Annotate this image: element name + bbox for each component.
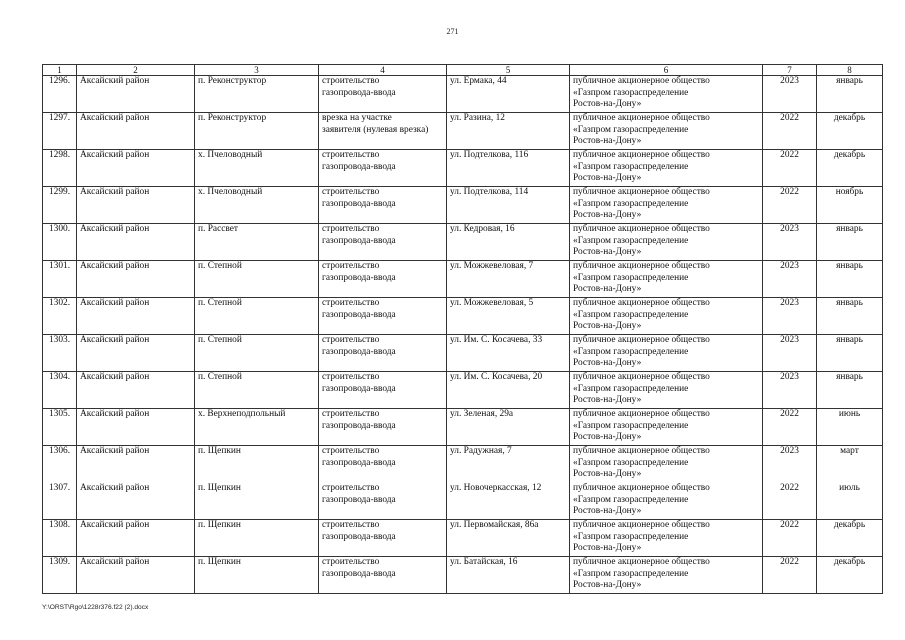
organization-line: Ростов-на-Дону» bbox=[573, 358, 642, 368]
row-number-cell: 1303. bbox=[43, 335, 77, 372]
organization-line: Ростов-на-Дону» bbox=[573, 506, 642, 516]
table-body bbox=[43, 76, 883, 594]
work-type-cell bbox=[319, 224, 447, 261]
address-cell: ул. Им. С. Косачева, 20 bbox=[447, 372, 570, 409]
work-type-line: газопровода-ввода bbox=[322, 198, 396, 209]
address-cell: ул. Разина, 12 bbox=[447, 113, 570, 150]
address-cell: ул. Можжевеловая, 5 bbox=[447, 298, 570, 335]
organization-cell bbox=[570, 520, 763, 557]
organization-line: Ростов-на-Дону» bbox=[573, 210, 642, 220]
column-header: 4 bbox=[319, 65, 447, 76]
organization-line: Ростов-на-Дону» bbox=[573, 173, 642, 183]
work-type-cell bbox=[319, 335, 447, 372]
table-row bbox=[43, 520, 883, 557]
address-cell: ул. Можжевеловая, 7 bbox=[447, 261, 570, 298]
work-type-line: газопровода-ввода bbox=[322, 235, 396, 246]
page-number: 271 bbox=[446, 27, 459, 36]
work-type-line: газопровода-ввода bbox=[322, 494, 396, 505]
locality-cell: п. Щепкин bbox=[195, 446, 319, 483]
organization-cell bbox=[570, 557, 763, 594]
organization-line: Ростов-на-Дону» bbox=[573, 247, 642, 257]
organization-cell bbox=[570, 409, 763, 446]
row-number-cell: 1301. bbox=[43, 261, 77, 298]
organization-line: «Газпром газораспределение bbox=[573, 309, 689, 320]
month-cell: декабрь bbox=[817, 113, 883, 150]
work-type-line: газопровода-ввода bbox=[322, 383, 396, 394]
month-cell: март bbox=[817, 446, 883, 483]
month-cell: декабрь bbox=[817, 557, 883, 594]
work-type-cell bbox=[319, 76, 447, 113]
table-row bbox=[43, 483, 883, 520]
column-header: 6 bbox=[570, 65, 763, 76]
district-cell: Аксайский район bbox=[77, 150, 195, 187]
address-cell: ул. Батайская, 16 bbox=[447, 557, 570, 594]
organization-line: публичное акционерное общество bbox=[573, 372, 710, 382]
work-type-line: строительство bbox=[322, 483, 380, 493]
address-cell: ул. Первомайская, 86а bbox=[447, 520, 570, 557]
work-type-cell bbox=[319, 483, 447, 520]
district-cell: Аксайский район bbox=[77, 335, 195, 372]
district-cell: Аксайский район bbox=[77, 483, 195, 520]
column-header: 7 bbox=[763, 65, 817, 76]
column-header: 5 bbox=[447, 65, 570, 76]
work-type-line: строительство bbox=[322, 224, 380, 234]
table-row bbox=[43, 557, 883, 594]
organization-line: Ростов-на-Дону» bbox=[573, 284, 642, 294]
table-row bbox=[43, 76, 883, 113]
year-cell: 2022 bbox=[763, 483, 817, 520]
work-type-line: газопровода-ввода bbox=[322, 346, 396, 357]
organization-line: Ростов-на-Дону» bbox=[573, 543, 642, 553]
district-cell: Аксайский район bbox=[77, 372, 195, 409]
district-cell: Аксайский район bbox=[77, 557, 195, 594]
row-number-cell: 1309. bbox=[43, 557, 77, 594]
year-cell: 2022 bbox=[763, 150, 817, 187]
work-type-line: строительство bbox=[322, 557, 380, 567]
organization-cell bbox=[570, 187, 763, 224]
table-row bbox=[43, 298, 883, 335]
address-cell: ул. Им. С. Косачева, 33 bbox=[447, 335, 570, 372]
locality-cell: п. Щепкин bbox=[195, 557, 319, 594]
column-header: 3 bbox=[195, 65, 319, 76]
month-cell: январь bbox=[817, 76, 883, 113]
organization-cell bbox=[570, 150, 763, 187]
year-cell: 2023 bbox=[763, 76, 817, 113]
year-cell: 2022 bbox=[763, 557, 817, 594]
locality-cell: п. Реконструктор bbox=[195, 76, 319, 113]
table-row bbox=[43, 150, 883, 187]
district-cell: Аксайский район bbox=[77, 113, 195, 150]
locality-cell: п. Щепкин bbox=[195, 483, 319, 520]
month-cell: январь bbox=[817, 224, 883, 261]
work-type-line: врезка на участке bbox=[322, 113, 392, 123]
district-cell: Аксайский район bbox=[77, 520, 195, 557]
table-row bbox=[43, 409, 883, 446]
row-number-cell: 1297. bbox=[43, 113, 77, 150]
row-number-cell: 1306. bbox=[43, 446, 77, 483]
month-cell: январь bbox=[817, 335, 883, 372]
table-row bbox=[43, 187, 883, 224]
footer-file-path: Y:\ORST\Rgo\1228r376.f22 (2).docx bbox=[42, 604, 149, 611]
work-type-line: строительство bbox=[322, 298, 380, 308]
organization-line: публичное акционерное общество bbox=[573, 261, 710, 271]
locality-cell: п. Степной bbox=[195, 335, 319, 372]
locality-cell: п. Щепкин bbox=[195, 520, 319, 557]
organization-cell bbox=[570, 76, 763, 113]
work-type-cell bbox=[319, 187, 447, 224]
organization-line: публичное акционерное общество bbox=[573, 446, 710, 456]
organization-line: «Газпром газораспределение bbox=[573, 124, 689, 135]
locality-cell: х. Пчеловодный bbox=[195, 150, 319, 187]
work-type-cell bbox=[319, 150, 447, 187]
organization-cell bbox=[570, 372, 763, 409]
district-cell: Аксайский район bbox=[77, 76, 195, 113]
organization-cell bbox=[570, 113, 763, 150]
work-type-line: газопровода-ввода bbox=[322, 531, 396, 542]
locality-cell: х. Пчеловодный bbox=[195, 187, 319, 224]
table-row bbox=[43, 446, 883, 483]
address-cell: ул. Радужная, 7 bbox=[447, 446, 570, 483]
locality-cell: п. Реконструктор bbox=[195, 113, 319, 150]
work-type-line: строительство bbox=[322, 187, 380, 197]
year-cell: 2023 bbox=[763, 372, 817, 409]
month-cell: ноябрь bbox=[817, 187, 883, 224]
document-table bbox=[42, 64, 883, 594]
organization-line: публичное акционерное общество bbox=[573, 298, 710, 308]
table-row bbox=[43, 335, 883, 372]
work-type-line: строительство bbox=[322, 409, 380, 419]
organization-line: публичное акционерное общество bbox=[573, 224, 710, 234]
row-number-cell: 1300. bbox=[43, 224, 77, 261]
work-type-cell bbox=[319, 446, 447, 483]
organization-line: «Газпром газораспределение bbox=[573, 346, 689, 357]
organization-line: «Газпром газораспределение bbox=[573, 161, 689, 172]
organization-line: публичное акционерное общество bbox=[573, 483, 710, 493]
row-number-cell: 1296. bbox=[43, 76, 77, 113]
organization-line: «Газпром газораспределение bbox=[573, 494, 689, 505]
work-type-line: строительство bbox=[322, 372, 380, 382]
row-number-cell: 1298. bbox=[43, 150, 77, 187]
locality-cell: п. Степной bbox=[195, 298, 319, 335]
organization-line: Ростов-на-Дону» bbox=[573, 469, 642, 479]
organization-line: публичное акционерное общество bbox=[573, 187, 710, 197]
work-type-line: газопровода-ввода bbox=[322, 161, 396, 172]
district-cell: Аксайский район bbox=[77, 446, 195, 483]
work-type-line: газопровода-ввода bbox=[322, 272, 396, 283]
work-type-line: газопровода-ввода bbox=[322, 457, 396, 468]
row-number-cell: 1302. bbox=[43, 298, 77, 335]
organization-cell bbox=[570, 483, 763, 520]
organization-line: «Газпром газораспределение bbox=[573, 87, 689, 98]
organization-line: публичное акционерное общество bbox=[573, 557, 710, 567]
work-type-line: заявителя (нулевая врезка) bbox=[322, 124, 429, 135]
district-cell: Аксайский район bbox=[77, 261, 195, 298]
organization-line: «Газпром газораспределение bbox=[573, 420, 689, 431]
district-cell: Аксайский район bbox=[77, 187, 195, 224]
work-type-cell bbox=[319, 298, 447, 335]
column-number-row bbox=[43, 65, 883, 76]
organization-cell bbox=[570, 298, 763, 335]
table-row bbox=[43, 113, 883, 150]
work-type-line: строительство bbox=[322, 150, 380, 160]
row-number-cell: 1304. bbox=[43, 372, 77, 409]
row-number-cell: 1299. bbox=[43, 187, 77, 224]
month-cell: декабрь bbox=[817, 520, 883, 557]
organization-line: Ростов-на-Дону» bbox=[573, 395, 642, 405]
address-cell: ул. Зеленая, 29а bbox=[447, 409, 570, 446]
work-type-line: газопровода-ввода bbox=[322, 87, 396, 98]
work-type-line: газопровода-ввода bbox=[322, 420, 396, 431]
locality-cell: п. Степной bbox=[195, 261, 319, 298]
year-cell: 2023 bbox=[763, 446, 817, 483]
organization-line: публичное акционерное общество bbox=[573, 76, 710, 86]
organization-line: «Газпром газораспределение bbox=[573, 457, 689, 468]
organization-line: Ростов-на-Дону» bbox=[573, 432, 642, 442]
organization-line: публичное акционерное общество bbox=[573, 113, 710, 123]
district-cell: Аксайский район bbox=[77, 409, 195, 446]
organization-cell bbox=[570, 446, 763, 483]
address-cell: ул. Подтелкова, 116 bbox=[447, 150, 570, 187]
address-cell: ул. Кедровая, 16 bbox=[447, 224, 570, 261]
year-cell: 2023 bbox=[763, 224, 817, 261]
organization-line: публичное акционерное общество bbox=[573, 335, 710, 345]
year-cell: 2022 bbox=[763, 187, 817, 224]
table-row bbox=[43, 261, 883, 298]
work-type-cell bbox=[319, 409, 447, 446]
work-type-line: строительство bbox=[322, 335, 380, 345]
organization-line: публичное акционерное общество bbox=[573, 409, 710, 419]
district-cell: Аксайский район bbox=[77, 224, 195, 261]
organization-line: Ростов-на-Дону» bbox=[573, 136, 642, 146]
work-type-cell bbox=[319, 520, 447, 557]
organization-line: «Газпром газораспределение bbox=[573, 568, 689, 579]
year-cell: 2022 bbox=[763, 520, 817, 557]
work-type-line: строительство bbox=[322, 520, 380, 530]
work-type-cell bbox=[319, 557, 447, 594]
month-cell: декабрь bbox=[817, 150, 883, 187]
work-type-line: строительство bbox=[322, 261, 380, 271]
organization-line: «Газпром газораспределение bbox=[573, 272, 689, 283]
organization-line: «Газпром газораспределение bbox=[573, 198, 689, 209]
organization-line: «Газпром газораспределение bbox=[573, 235, 689, 246]
organization-cell bbox=[570, 335, 763, 372]
address-cell: ул. Ермака, 44 bbox=[447, 76, 570, 113]
work-type-line: строительство bbox=[322, 446, 380, 456]
organization-line: «Газпром газораспределение bbox=[573, 383, 689, 394]
work-type-cell bbox=[319, 261, 447, 298]
work-type-line: строительство bbox=[322, 76, 380, 86]
organization-line: Ростов-на-Дону» bbox=[573, 580, 642, 590]
month-cell: январь bbox=[817, 261, 883, 298]
locality-cell: х. Верхнеподпольный bbox=[195, 409, 319, 446]
organization-line: «Газпром газораспределение bbox=[573, 531, 689, 542]
year-cell: 2022 bbox=[763, 409, 817, 446]
locality-cell: п. Рассвет bbox=[195, 224, 319, 261]
row-number-cell: 1307. bbox=[43, 483, 77, 520]
address-cell: ул. Подтелкова, 114 bbox=[447, 187, 570, 224]
table-row bbox=[43, 224, 883, 261]
organization-cell bbox=[570, 261, 763, 298]
organization-line: публичное акционерное общество bbox=[573, 520, 710, 530]
month-cell: июль bbox=[817, 483, 883, 520]
work-type-line: газопровода-ввода bbox=[322, 309, 396, 320]
month-cell: июнь bbox=[817, 409, 883, 446]
row-number-cell: 1308. bbox=[43, 520, 77, 557]
address-cell: ул. Новочеркасская, 12 bbox=[447, 483, 570, 520]
organization-line: Ростов-на-Дону» bbox=[573, 321, 642, 331]
column-header: 8 bbox=[817, 65, 883, 76]
year-cell: 2023 bbox=[763, 298, 817, 335]
work-type-cell bbox=[319, 113, 447, 150]
year-cell: 2023 bbox=[763, 335, 817, 372]
year-cell: 2023 bbox=[763, 261, 817, 298]
work-type-cell bbox=[319, 372, 447, 409]
month-cell: январь bbox=[817, 372, 883, 409]
column-header: 2 bbox=[77, 65, 195, 76]
column-header: 1 bbox=[43, 65, 77, 76]
district-cell: Аксайский район bbox=[77, 298, 195, 335]
organization-cell bbox=[570, 224, 763, 261]
month-cell: январь bbox=[817, 298, 883, 335]
table-row bbox=[43, 372, 883, 409]
locality-cell: п. Степной bbox=[195, 372, 319, 409]
organization-line: публичное акционерное общество bbox=[573, 150, 710, 160]
work-type-line: газопровода-ввода bbox=[322, 568, 396, 579]
year-cell: 2022 bbox=[763, 113, 817, 150]
row-number-cell: 1305. bbox=[43, 409, 77, 446]
organization-line: Ростов-на-Дону» bbox=[573, 99, 642, 109]
